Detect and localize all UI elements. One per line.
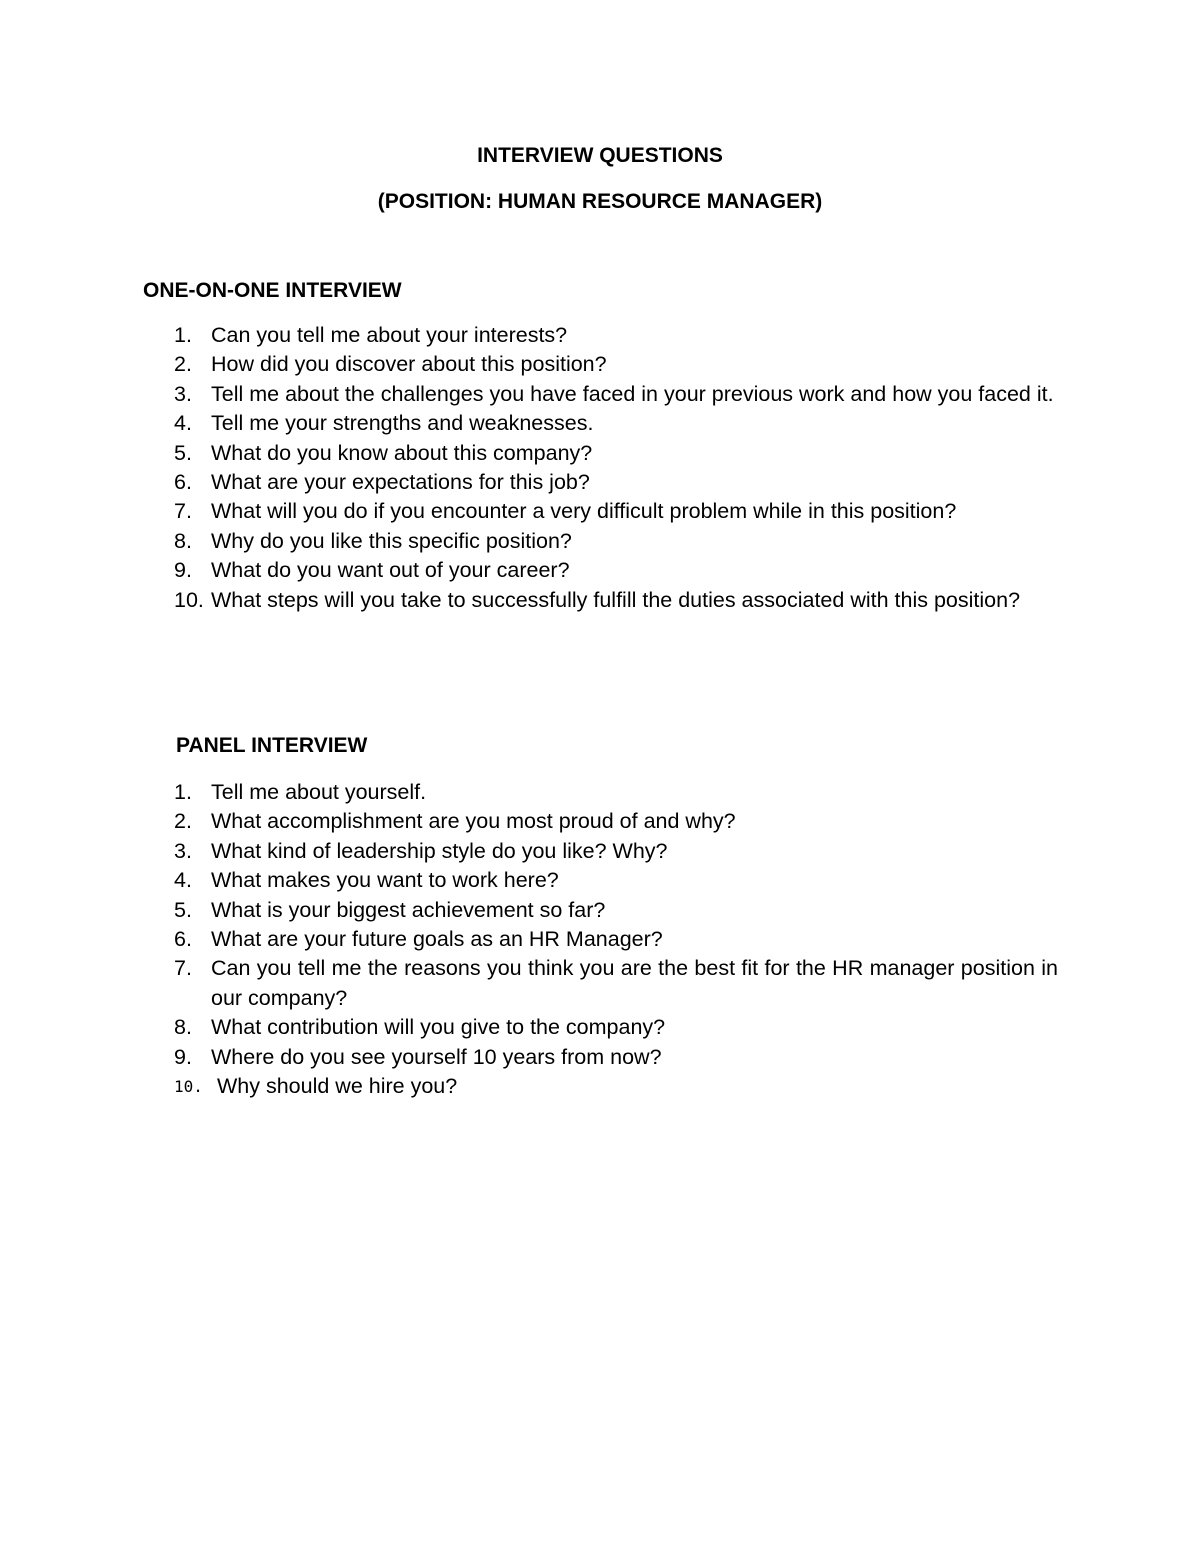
one-on-one-heading: ONE-ON-ONE INTERVIEW [143,279,402,302]
question-text: What will you do if you encounter a very difficult problem while in this position? [211,499,957,524]
question-number: 10. [174,587,204,612]
question-number: 10. [174,1077,203,1097]
question-item [174,866,1058,895]
question-number: 5. [174,440,192,465]
question-number: 7. [174,499,192,524]
question-text: Can you tell me the reasons you think you are the best fit for the HR manager position in our company? [211,956,1058,1010]
question-item [174,1043,1058,1072]
question-text: What is your biggest achievement so far? [211,897,606,922]
question-item [174,380,1058,409]
question-text: What are your expectations for this job? [211,470,590,495]
question-item [174,925,1058,954]
question-item [174,954,1058,1013]
question-text: Tell me your strengths and weaknesses. [211,411,594,436]
question-text: What accomplishment are you most proud of and why? [211,809,736,834]
question-text: How did you discover about this position? [211,352,607,377]
question-item [174,556,1058,585]
question-number: 2. [174,352,192,377]
question-text: What do you want out of your career? [211,558,570,583]
question-number: 3. [174,838,192,863]
question-number: 6. [174,470,192,495]
question-item [174,896,1058,925]
question-number: 2. [174,809,192,834]
question-item [174,586,1058,615]
question-number: 8. [174,528,192,553]
question-item [174,321,1058,350]
question-number: 9. [174,1044,192,1069]
question-number: 7. [174,956,192,981]
question-number: 4. [174,868,192,893]
panel-interview-heading: PANEL INTERVIEW [176,734,368,757]
question-number: 1. [174,323,192,347]
question-text: Tell me about yourself. [211,780,427,804]
question-text: What steps will you take to successfully fulfill the duties associated with this position? [211,587,1021,612]
question-item [174,837,1058,866]
question-number: 9. [174,558,192,583]
question-item [174,468,1058,497]
question-item [174,409,1058,438]
question-item [174,1013,1058,1042]
question-text: What do you know about this company? [211,440,593,465]
question-item [174,527,1058,556]
question-item [174,1072,1058,1101]
question-item [174,497,1058,526]
question-number: 4. [174,411,192,436]
panel-question-list [174,778,1058,1101]
question-text: What contribution will you give to the company? [211,1015,666,1040]
question-item [174,350,1058,379]
question-number: 3. [174,381,192,406]
question-text: Why do you like this specific position? [211,528,572,553]
one-on-one-question-list [174,321,1058,615]
question-number: 6. [174,927,192,952]
question-number: 8. [174,1015,192,1040]
question-text: Where do you see yourself 10 years from now? [211,1044,662,1069]
question-text: Tell me about the challenges you have faced in your previous work and how you faced it. [211,381,1054,406]
document-subtitle: (POSITION: HUMAN RESOURCE MANAGER) [377,190,823,213]
question-text: What are your future goals as an HR Manager? [211,927,663,952]
question-text: What kind of leadership style do you like? Why? [211,838,668,863]
question-item [174,807,1058,836]
question-item [174,778,1058,807]
question-text: Why should we hire you? [217,1074,458,1099]
question-text: What makes you want to work here? [211,868,559,893]
question-number: 5. [174,897,192,922]
question-text: Can you tell me about your interests? [211,323,568,347]
question-number: 1. [174,780,192,804]
document-title: INTERVIEW QUESTIONS [477,144,723,167]
question-item [174,439,1058,468]
